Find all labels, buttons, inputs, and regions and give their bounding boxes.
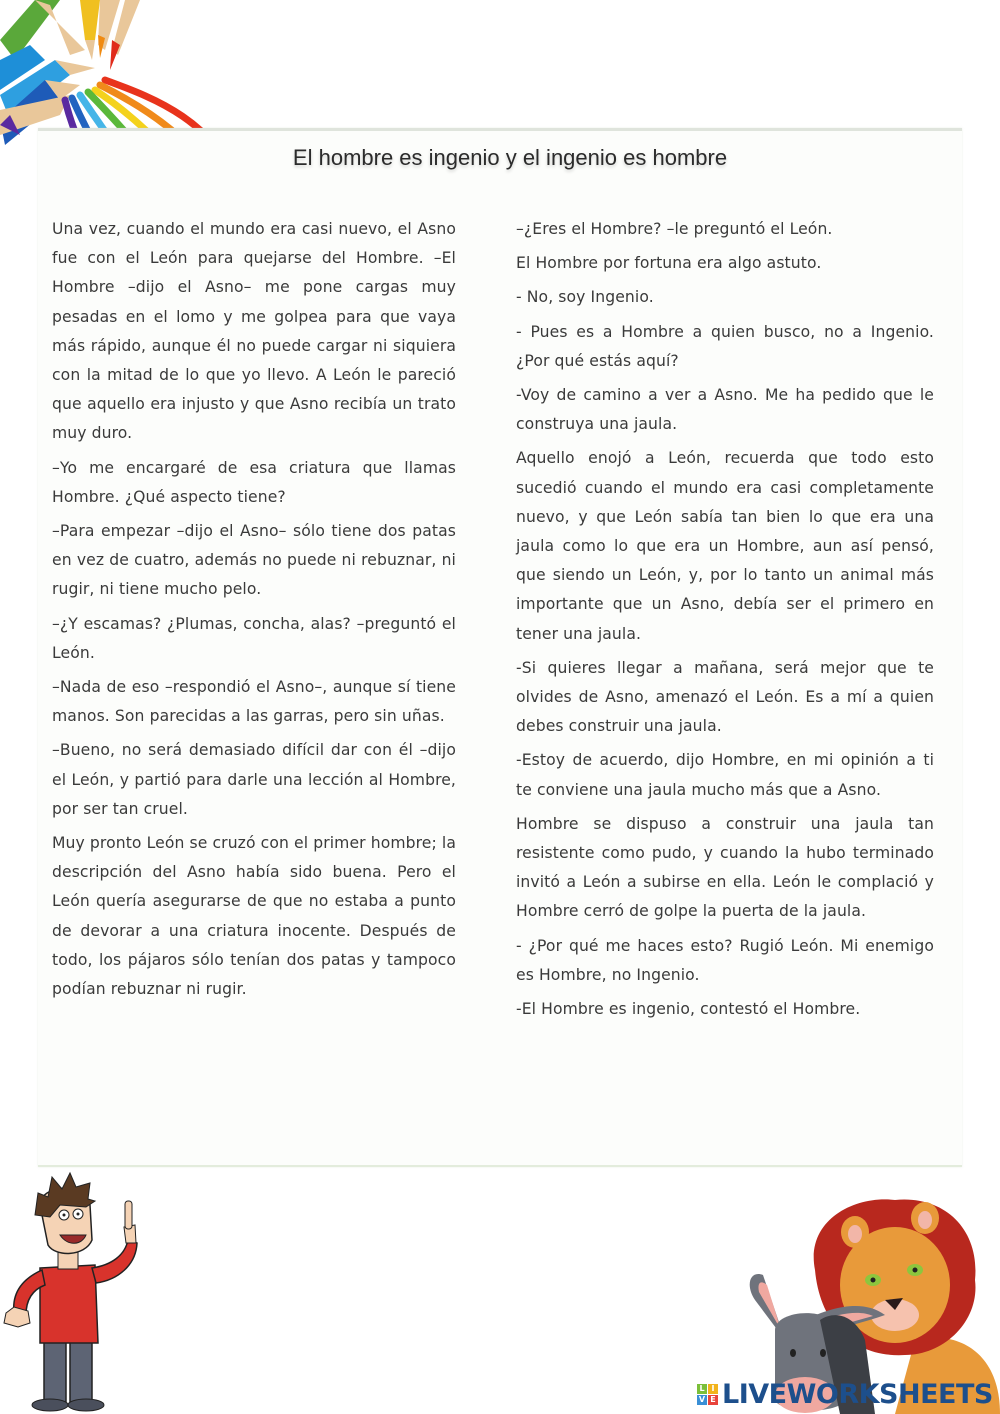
paragraph: –¿Eres el Hombre? –le preguntó el León. [516,220,833,238]
paragraph: -Voy de camino a ver a Asno. Me ha pedido que le construya una jaula. [516,386,934,434]
paragraph: - ¿Por qué me haces esto? Rugió León. Mi enemigo es Hombre, no Ingenio. [516,936,934,984]
logo-letter: V [698,1395,706,1404]
cartoon-man-icon [0,1165,160,1414]
paragraph: Una vez, cuando el mundo era casi nuevo, el Asno fue con el León para quejarse del Hombre. –El Hombre –dijo el Asno– me pone cargas muy pesadas en el lomo y me golpea para que vaya más rápido, aunque él no puede cargar ni siquiera con la mitad de lo que yo llevo. A León le pareció que aquello era injusto y que Asno recibía un trato muy duro. [52,220,456,443]
story-card [38,128,962,1167]
right-column [516,215,934,1029]
paragraph: Hombre se dispuso a construir una jaula tan resistente como pudo, y cuando la hubo terminado invitó a León a subirse en ella. León le complació y Hombre cerró de golpe la puerta de la jaula. [516,814,934,921]
paragraph: El Hombre por fortuna era algo astuto. [516,254,822,273]
logo-letter: I [708,1384,718,1394]
paragraph: –Para empezar –dijo el Asno– sólo tiene dos patas en vez de cuatro, además no puede ni rebuznar, ni rugir, ni tiene mucho pelo. [52,522,456,599]
liveworksheets-logo-icon [697,1384,718,1405]
paragraph: –¿Y escamas? ¿Plumas, concha, alas? –preguntó el León. [52,614,456,662]
liveworksheets-brand [697,1378,993,1410]
paragraph: –Nada de eso –respondió el Asno–, aunque sí tiene manos. Son parecidas a las garras, pero sin uñas. [52,678,456,726]
paragraph: –Yo me encargaré de esa criatura que llamas Hombre. ¿Qué aspecto tiene? [52,458,456,506]
paragraph: -Estoy de acuerdo, dijo Hombre, en mi opinión a ti te conviene una jaula mucho más que a Asno. [516,751,934,799]
paragraph: Muy pronto León se cruzó con el primer hombre; la descripción del Asno había sido buena. Pero el León quería asegurarse de que no estaba a punto de devorar a una criatura inocente. Después de todo, los pájaros sólo tenían dos patas y tampoco podían rebuznar ni rugir. [52,834,456,999]
paragraph: -Si quieres llegar a mañana, será mejor que te olvides de Asno, amenazó el León. Es a mí a quien debes construir una jaula. [516,658,934,736]
paragraph: - No, soy Ingenio. [516,288,654,307]
paragraph: Aquello enojó a León, recuerda que todo esto sucedió cuando el mundo era casi completamente nuevo, y que León sabía tan bien lo que era una jaula como lo que era un Hombre, aun así pensó, que siendo un León, y, por lo tanto un animal más importante que un Asno, debía ser el primero en tener una jaula. [516,449,934,643]
paragraph: –Bueno, no será demasiado difícil dar con él –dijo el León, y partió para darle una lección al Hombre, por ser tan cruel. [52,741,456,818]
left-column [52,215,456,1009]
paragraph: -El Hombre es ingenio, contestó el Hombre. [516,1000,861,1019]
brand-name: LIVEWORKSHEETS [722,1378,993,1410]
logo-letter: L [697,1384,707,1394]
story-title: El hombre es ingenio y el ingenio es hombre [292,145,728,170]
logo-letter: E [708,1395,718,1405]
paragraph: - Pues es a Hombre a quien busco, no a Ingenio. ¿Por qué estás aquí? [516,322,934,370]
